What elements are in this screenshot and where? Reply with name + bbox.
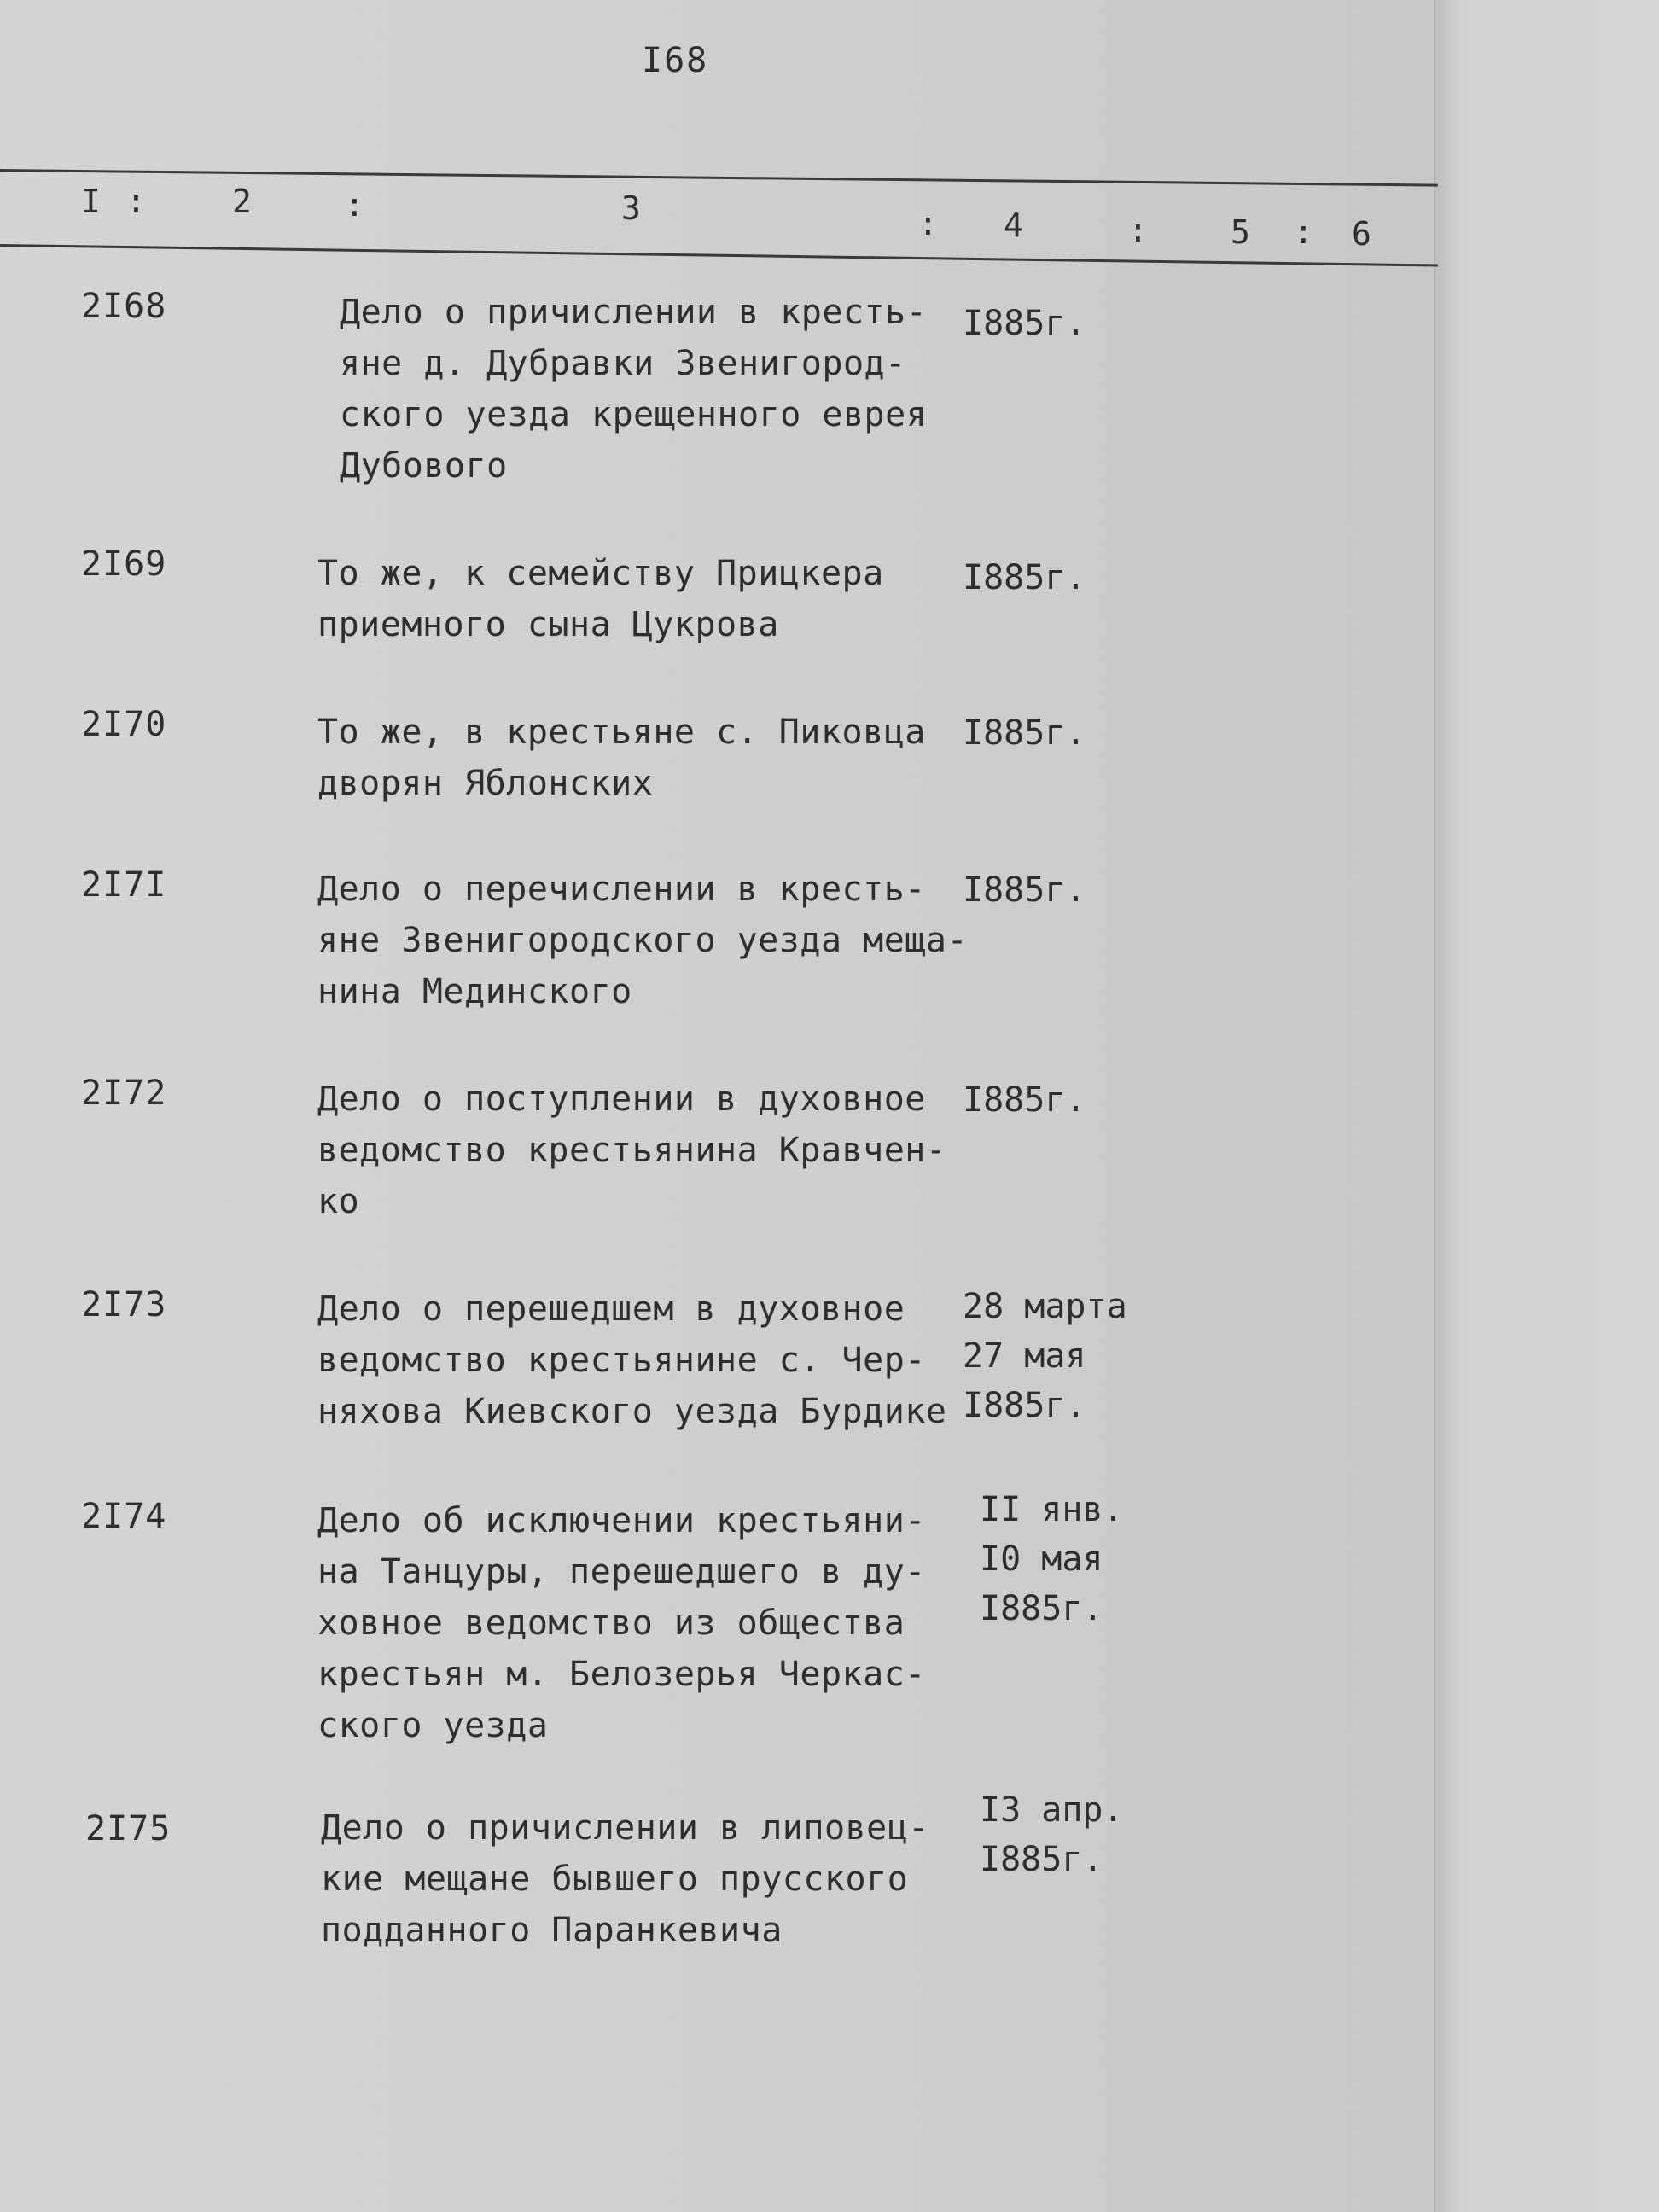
column-header-5: 5 <box>1231 213 1250 251</box>
entry-date: I3 апр. I885г. <box>980 1790 1124 1879</box>
entry-date: I885г. <box>963 870 1086 910</box>
column-header-2: 2 <box>232 183 252 220</box>
entry-date: 28 марта 27 мая I885г. <box>963 1287 1127 1425</box>
entry-date: I885г. <box>963 558 1086 597</box>
entry-description: То же, в крестьяне с. Пиковца дворян Яблонских <box>317 713 926 803</box>
entry-description: Дело о причислении в липовец- кие мещане бывшего прусского подданного Паранкевича <box>321 1808 929 1950</box>
adjacent-page-edge <box>1434 0 1659 2212</box>
column-separator: : <box>126 183 146 220</box>
page-number: I68 <box>642 41 709 80</box>
entry-number: 2I69 <box>81 544 167 584</box>
column-separator: : <box>1294 213 1313 251</box>
column-header-6: 6 <box>1352 215 1371 253</box>
entry-date: II янв. I0 мая I885г. <box>980 1490 1124 1628</box>
entry-number: 2I75 <box>85 1809 172 1848</box>
entry-number: 2I68 <box>81 287 167 326</box>
entry-number: 2I72 <box>81 1074 167 1113</box>
entry-description: Дело о поступлении в духовное ведомство крестьянина Кравчен- ко <box>317 1080 947 1221</box>
table-header-bottom-rule <box>0 244 1438 267</box>
entry-date: I885г. <box>963 713 1086 753</box>
column-separator: : <box>918 205 938 242</box>
entry-description: Дело о перечислении в кресть- яне Звенигородского уезда меща- нина Мединского <box>317 870 969 1011</box>
entry-date: I885г. <box>963 1080 1086 1120</box>
column-separator: : <box>345 186 364 224</box>
entry-number: 2I73 <box>81 1285 167 1324</box>
column-separator: : <box>1128 212 1148 249</box>
table-header-top-rule <box>0 169 1438 187</box>
column-header-3: 3 <box>621 189 641 227</box>
column-header-1: I <box>81 183 101 220</box>
entry-number: 2I74 <box>81 1497 167 1536</box>
entry-description: Дело о перешедшем в духовное ведомство крестьянине с. Чер- няхова Киевского уезда Бурдике <box>317 1289 947 1431</box>
entry-description: Дело об исключении крестьяни- на Танцуры, перешедшего в ду- ховное ведомство из общества крестьян м. Белозерья Черкас- ского уезда <box>317 1501 926 1745</box>
entry-description: То же, к семейству Прицкера приемного сына Цукрова <box>317 554 884 644</box>
entry-description: Дело о причислении в кресть- яне д. Дубравки Звенигород- ского уезда крещенного еврея Дубового <box>340 293 928 486</box>
entry-number: 2I70 <box>81 705 167 744</box>
entry-date: I885г. <box>963 304 1086 343</box>
entry-number: 2I7I <box>81 865 167 905</box>
column-header-4: 4 <box>1004 207 1023 244</box>
